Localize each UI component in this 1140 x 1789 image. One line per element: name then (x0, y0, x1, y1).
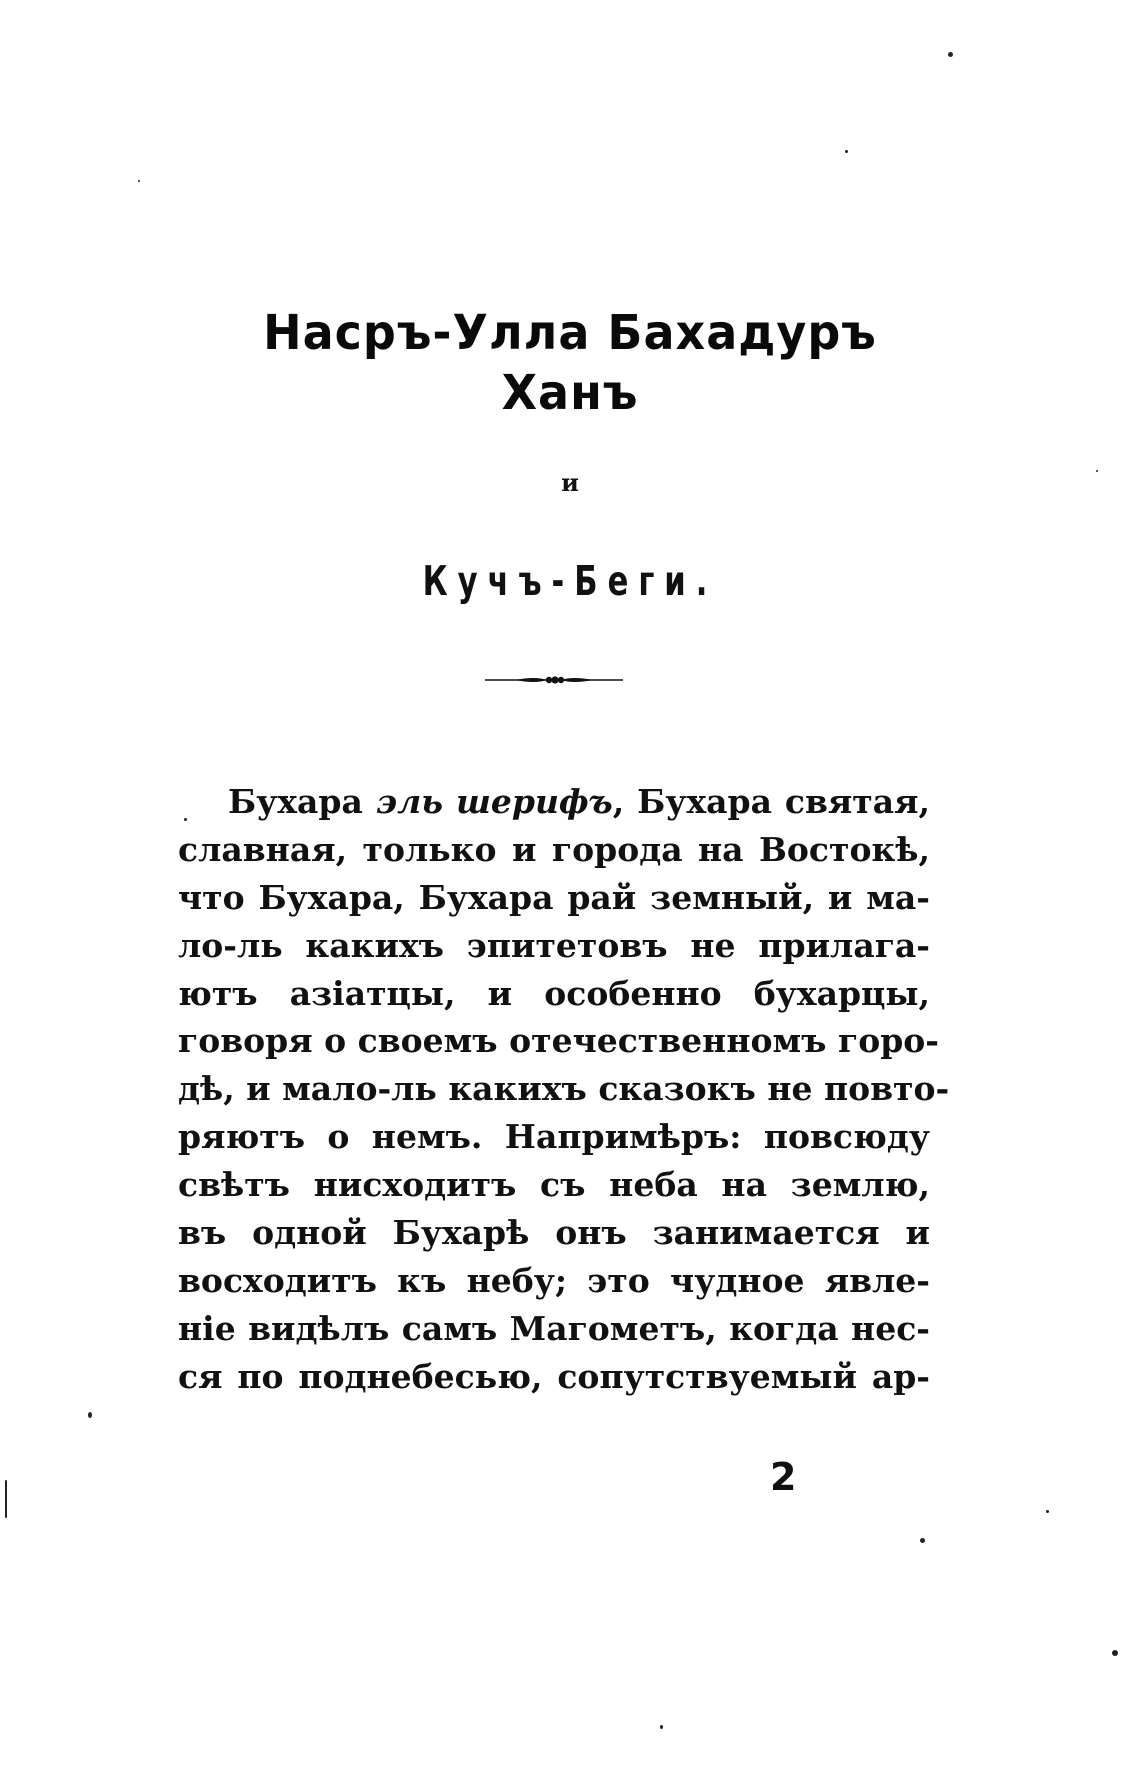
text-line (178, 778, 930, 826)
title-conjunction: и (561, 468, 579, 497)
text-line: восходитъ къ небу; это чудное явле- (178, 1260, 930, 1300)
scan-speck (920, 1538, 925, 1543)
text-line: славная, только и города на Востокѣ, (178, 829, 930, 869)
page-number: 2 (770, 1455, 797, 1499)
italic-phrase: эль шерифъ (375, 782, 613, 821)
chapter-title-line-1: Насръ-Улла Бахадуръ (263, 303, 877, 361)
chapter-title-line-2: Ханъ (501, 363, 639, 421)
scan-speck (660, 1725, 663, 1729)
text-line: ютъ азіатцы, и особенно бухарцы, (178, 973, 930, 1013)
scan-speck (184, 818, 187, 821)
text-line: свѣтъ нисходитъ съ неба на землю, (178, 1165, 930, 1205)
text-segment: Бухара (228, 782, 376, 821)
text-line: ло-ль какихъ эпитетовъ не прилага- (178, 925, 930, 965)
scan-speck (88, 1412, 92, 1418)
scan-speck (1096, 470, 1098, 472)
text-line: въ одной Бухарѣ онъ занимается и (178, 1213, 930, 1253)
text-line: ніе видѣлъ самъ Магометъ, когда нес- (178, 1308, 930, 1348)
text-line: что Бухара, Бухара рай земный, и ма- (178, 877, 930, 917)
text-line: ряютъ о немъ. Напримѣръ: повсюду (178, 1117, 930, 1157)
text-line: говоря о своемъ отечественномъ горо- (178, 1021, 939, 1061)
chapter-subtitle: Кучъ-Беги. (422, 558, 718, 606)
text-line: дѣ, и мало-ль какихъ сказокъ не повто- (178, 1069, 950, 1109)
body-text (178, 778, 950, 1401)
scan-speck (1112, 1650, 1118, 1656)
scan-speck (948, 52, 953, 57)
scan-speck (1046, 1510, 1049, 1513)
text-line: ся по поднебесью, сопутствуемый ар- (178, 1356, 930, 1396)
ornament-divider (485, 674, 623, 686)
text-segment: , Бухара святая, (612, 782, 931, 821)
scan-speck (845, 150, 848, 153)
scan-speck (138, 180, 140, 182)
scan-speck (5, 1480, 7, 1518)
